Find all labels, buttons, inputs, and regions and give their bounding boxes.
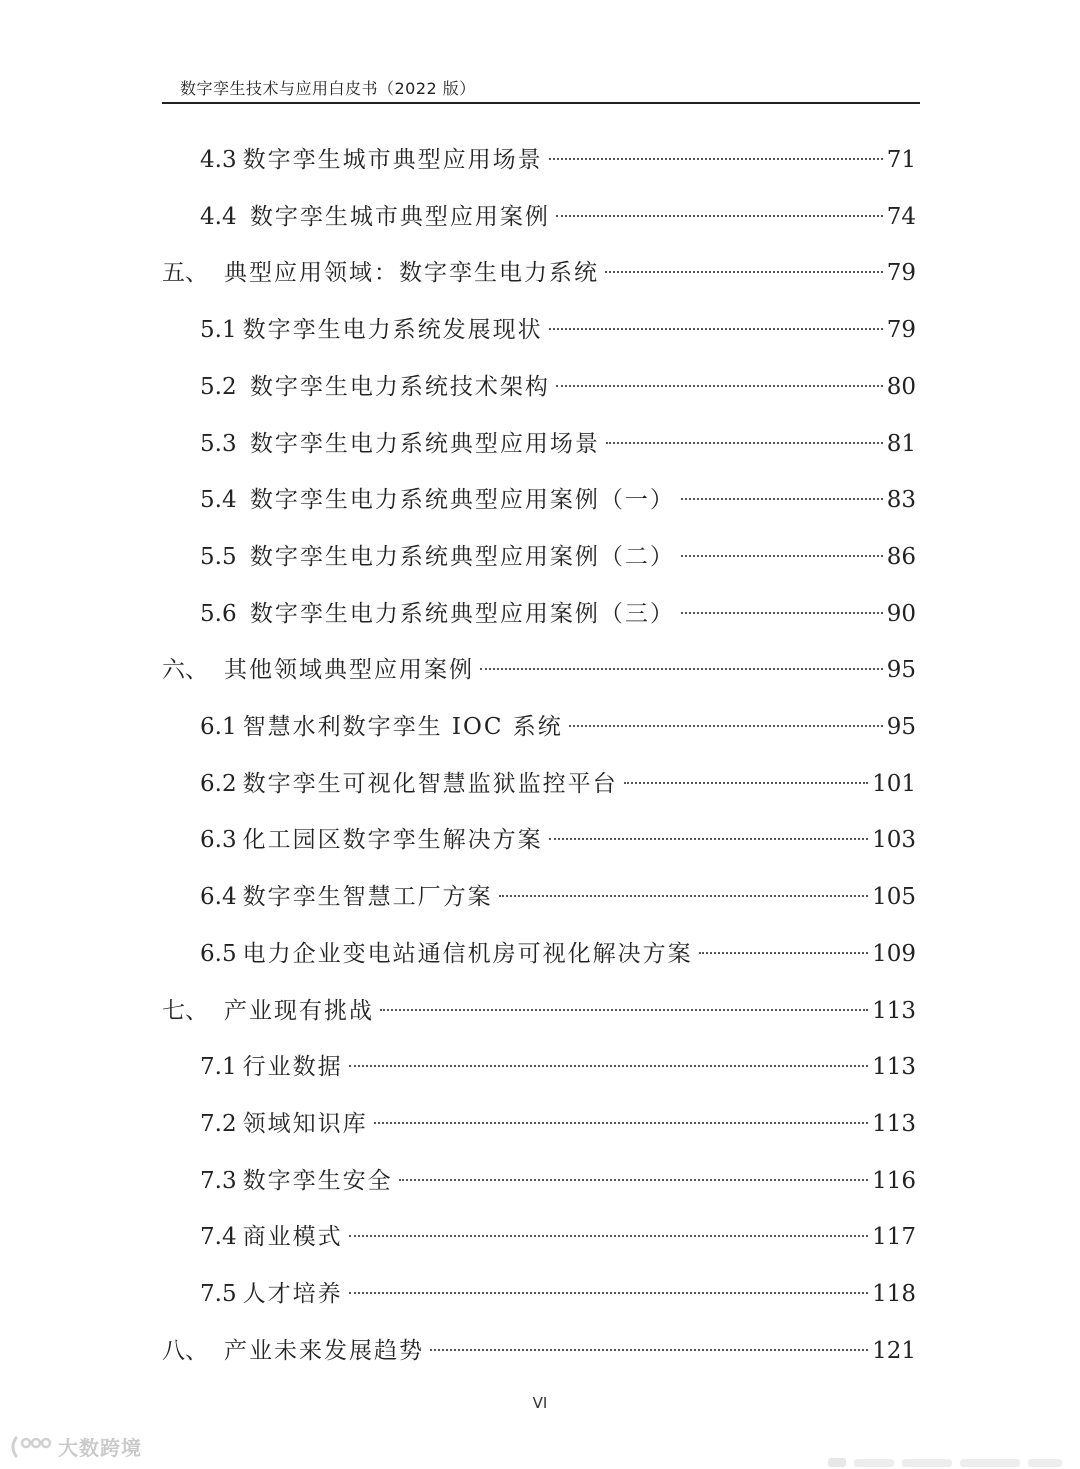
watermark-blur bbox=[828, 1452, 1068, 1469]
brand-logo-icon bbox=[10, 1434, 54, 1460]
toc-entry-page: 71 bbox=[886, 147, 916, 173]
toc-entry[interactable] bbox=[200, 596, 916, 632]
toc-entry-number: 5.5 bbox=[200, 543, 244, 570]
dot-leader bbox=[349, 1292, 869, 1294]
toc-entry-title: 数字孪生电力系统技术架构 bbox=[249, 373, 550, 400]
toc-entry[interactable] bbox=[200, 1049, 916, 1085]
toc-entry-number: 6.2 bbox=[200, 770, 237, 797]
dot-leader bbox=[430, 1349, 868, 1351]
dot-leader bbox=[556, 215, 883, 217]
toc-entry[interactable] bbox=[200, 426, 916, 462]
toc-entry-page: 74 bbox=[886, 203, 916, 230]
dot-leader bbox=[556, 385, 883, 387]
toc-entry-page: 79 bbox=[886, 317, 916, 344]
toc-entry[interactable] bbox=[200, 312, 916, 348]
toc-entry-title: 商业模式 bbox=[242, 1224, 343, 1251]
dot-leader bbox=[480, 668, 883, 670]
toc-entry-number: 5.2 bbox=[200, 373, 244, 400]
toc-entry-number: 7.3 bbox=[200, 1167, 237, 1194]
toc-entry-title: 数字孪生城市典型应用场景 bbox=[242, 147, 543, 173]
toc-entry-page: 113 bbox=[872, 1054, 916, 1081]
toc-entry-title: 数字孪生电力系统典型应用案例（三） bbox=[249, 600, 675, 627]
watermark-text: 大数跨境 bbox=[58, 1436, 142, 1460]
dot-leader bbox=[349, 1065, 869, 1067]
toc-entry[interactable] bbox=[162, 652, 916, 688]
toc-entry-title: 数字孪生智慧工厂方案 bbox=[242, 884, 493, 911]
dot-leader bbox=[681, 612, 883, 614]
toc-entry[interactable] bbox=[200, 936, 916, 972]
toc-entry[interactable] bbox=[200, 1163, 916, 1199]
toc-entry-title: 数字孪生可视化智慧监狱监控平台 bbox=[242, 770, 618, 797]
toc-entry[interactable] bbox=[200, 539, 916, 575]
toc-entry-number: 5.3 bbox=[200, 430, 244, 457]
toc-entry-page: 118 bbox=[872, 1281, 916, 1307]
watermark bbox=[10, 1432, 142, 1461]
dot-leader bbox=[549, 838, 869, 840]
dot-leader bbox=[549, 158, 883, 160]
toc-entry[interactable] bbox=[200, 142, 916, 178]
toc-entry-title: 电力企业变电站通信机房可视化解决方案 bbox=[242, 940, 693, 967]
toc-entry-number: 7.5 bbox=[200, 1281, 237, 1307]
toc-entry-number: 4.3 bbox=[200, 147, 237, 173]
toc-entry[interactable] bbox=[162, 255, 916, 291]
toc-entry-number: 5.4 bbox=[200, 487, 244, 514]
dot-leader bbox=[380, 1009, 868, 1011]
toc-entry-title: 其他领域典型应用案例 bbox=[224, 657, 474, 684]
toc-entry-page: 121 bbox=[872, 1337, 916, 1364]
toc-entry-number: 7.2 bbox=[200, 1110, 237, 1137]
toc-entry-page: 81 bbox=[886, 430, 916, 457]
toc-entry-page: 117 bbox=[872, 1224, 916, 1251]
toc-entry-title: 化工园区数字孪生解决方案 bbox=[242, 827, 543, 854]
toc-entry[interactable] bbox=[200, 1106, 916, 1142]
toc-entry-number: 6.1 bbox=[200, 714, 237, 740]
dot-leader bbox=[349, 1235, 869, 1237]
toc-entry-number: 5.1 bbox=[200, 317, 237, 344]
toc-entry-page: 109 bbox=[872, 940, 916, 967]
dot-leader bbox=[399, 1179, 869, 1181]
dot-leader bbox=[374, 1122, 869, 1124]
toc-entry-page: 103 bbox=[872, 827, 916, 854]
toc-entry[interactable] bbox=[200, 709, 916, 745]
toc-entry-page: 80 bbox=[886, 373, 916, 400]
toc-entry[interactable] bbox=[200, 482, 916, 518]
toc-entry-title: 数字孪生城市典型应用案例 bbox=[249, 203, 550, 230]
dot-leader bbox=[605, 271, 883, 273]
toc-entry-number: 4.4 bbox=[200, 203, 244, 230]
toc-entry[interactable] bbox=[200, 369, 916, 405]
toc-entry[interactable] bbox=[162, 993, 916, 1029]
toc-entry[interactable] bbox=[200, 1276, 916, 1312]
toc-entry-title: 数字孪生安全 bbox=[242, 1167, 393, 1194]
toc-entry-number: 6.4 bbox=[200, 884, 237, 911]
toc-entry[interactable] bbox=[200, 199, 916, 235]
toc-entry-title: 领域知识库 bbox=[242, 1110, 368, 1137]
header-title: 数字孪生技术与应用白皮书（2022 版） bbox=[180, 79, 476, 98]
toc-entry-page: 86 bbox=[886, 543, 916, 570]
toc-entry-page: 116 bbox=[872, 1167, 916, 1194]
toc-entry-title: 典型应用领域：数字孪生电力系统 bbox=[224, 260, 599, 287]
dot-leader bbox=[606, 442, 883, 444]
toc-entry-page: 113 bbox=[872, 997, 916, 1024]
toc-entry-title: 行业数据 bbox=[242, 1054, 343, 1081]
toc-entry-number: 5.6 bbox=[200, 600, 244, 627]
toc-entry-page: 83 bbox=[886, 487, 916, 514]
toc-entry-number: 六、 bbox=[162, 657, 208, 684]
toc-entry-title: 数字孪生电力系统典型应用案例（一） bbox=[249, 487, 675, 514]
page-number: VI bbox=[532, 1394, 548, 1412]
dot-leader bbox=[681, 498, 883, 500]
toc-entry[interactable] bbox=[200, 766, 916, 802]
dot-leader bbox=[499, 895, 869, 897]
toc-entry-title: 数字孪生电力系统典型应用案例（二） bbox=[249, 543, 675, 570]
dot-leader bbox=[699, 952, 869, 954]
toc-entry-title: 数字孪生电力系统发展现状 bbox=[242, 317, 543, 344]
toc-entry-page: 79 bbox=[886, 260, 916, 287]
toc-entry-title: 产业未来发展趋势 bbox=[224, 1337, 424, 1364]
toc-entry-number: 6.3 bbox=[200, 827, 237, 854]
toc-entry[interactable] bbox=[162, 1333, 916, 1369]
toc-entry-page: 113 bbox=[872, 1110, 916, 1137]
dot-leader bbox=[569, 725, 883, 727]
toc-entry-title: 智慧水利数字孪生 IOC 系统 bbox=[242, 714, 563, 740]
dot-leader bbox=[549, 328, 883, 330]
toc-entry-title: 产业现有挑战 bbox=[224, 997, 374, 1024]
toc-entry[interactable] bbox=[200, 879, 916, 915]
toc-entry-title: 人才培养 bbox=[242, 1281, 343, 1307]
toc-entry-page: 101 bbox=[872, 770, 916, 797]
toc-entry-page: 90 bbox=[886, 600, 916, 627]
dot-leader bbox=[681, 555, 883, 557]
toc-entry-number: 八、 bbox=[162, 1337, 208, 1364]
toc-entry-page: 95 bbox=[886, 657, 916, 684]
toc-entry-number: 五、 bbox=[162, 260, 208, 287]
toc-entry-page: 105 bbox=[872, 884, 916, 911]
toc-entry-number: 7.4 bbox=[200, 1224, 237, 1251]
toc-entry-title: 数字孪生电力系统典型应用场景 bbox=[249, 430, 600, 457]
toc-entry-number: 7.1 bbox=[200, 1054, 237, 1081]
dot-leader bbox=[624, 782, 869, 784]
toc-entry-number: 6.5 bbox=[200, 940, 237, 967]
toc-entry-number: 七、 bbox=[162, 997, 208, 1024]
toc-entry[interactable] bbox=[200, 1219, 916, 1255]
toc-entry[interactable] bbox=[200, 822, 916, 858]
toc-entry-page: 95 bbox=[886, 714, 916, 740]
